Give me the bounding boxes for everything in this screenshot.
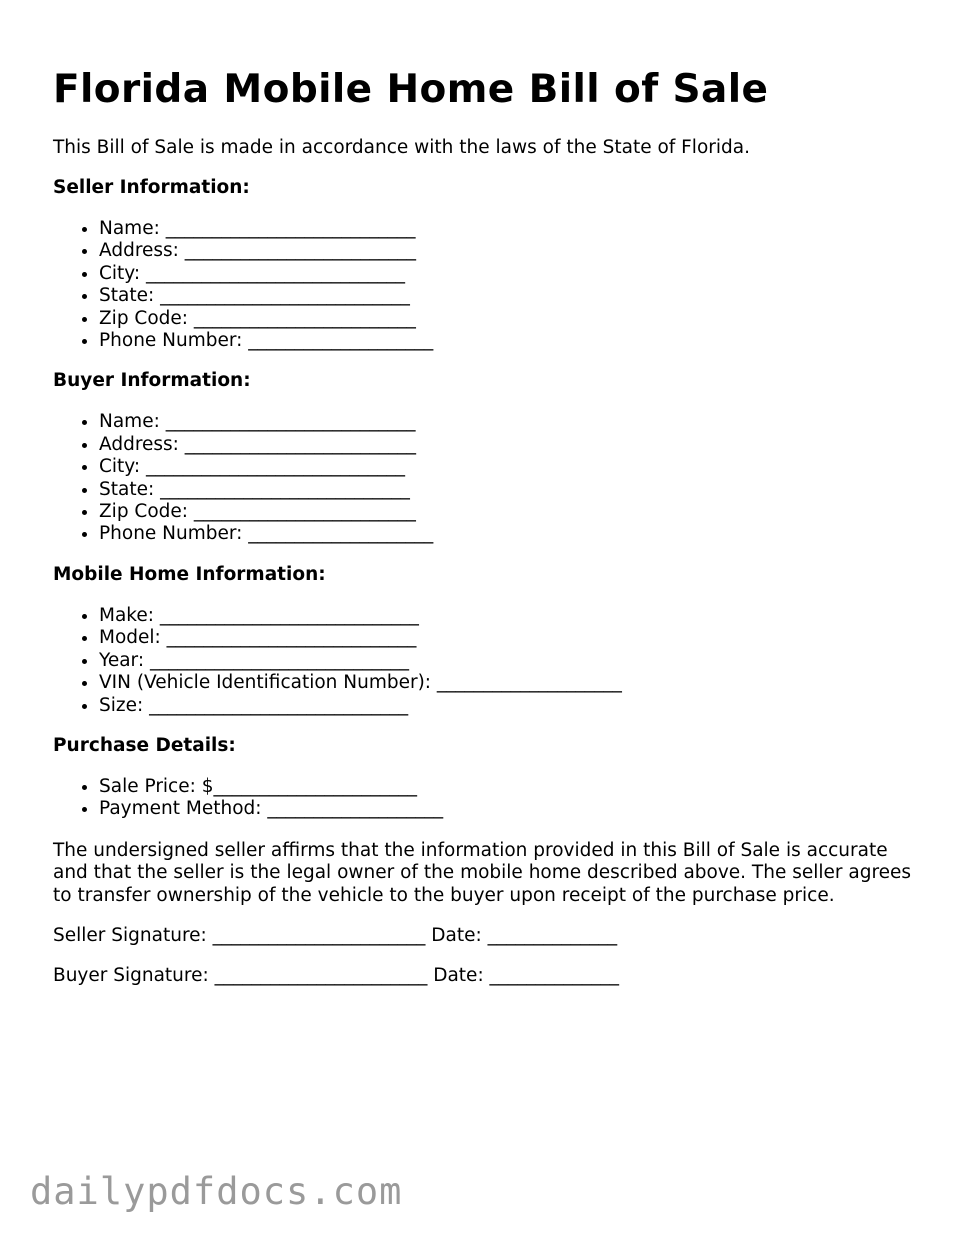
- buyer-signature-line: Buyer Signature: _______________________ Date: ______________: [53, 964, 620, 986]
- seller-list: [53, 218, 913, 352]
- home-year-field: • Year: ____________________________: [99, 650, 913, 672]
- buyer-address-field: • Address: _________________________: [99, 434, 913, 456]
- intro-paragraph: This Bill of Sale is made in accordance with the laws of the State of Florida.: [53, 137, 750, 158]
- sale-price-field: • Sale Price: $______________________: [99, 776, 913, 798]
- seller-zip-field: • Zip Code: ________________________: [99, 308, 913, 330]
- watermark: dailypdfdocs.com: [30, 1170, 403, 1213]
- seller-name-field: • Name: ___________________________: [99, 218, 913, 240]
- home-size-field: • Size: ____________________________: [99, 695, 913, 717]
- seller-city-field: • City: ____________________________: [99, 263, 913, 285]
- buyer-name-field: • Name: ___________________________: [99, 411, 913, 433]
- home-vin-field: • VIN (Vehicle Identification Number): ____________________: [99, 672, 913, 694]
- purchase-heading: Purchase Details:: [53, 734, 236, 756]
- document: [53, 62, 913, 987]
- home-heading: Mobile Home Information:: [53, 563, 326, 585]
- seller-signature-line: Seller Signature: _______________________ Date: ______________: [53, 924, 618, 946]
- buyer-state-field: • State: ___________________________: [99, 479, 913, 501]
- seller-phone-field: • Phone Number: ____________________: [99, 330, 913, 352]
- buyer-phone-field: • Phone Number: ____________________: [99, 523, 913, 545]
- affirmation-paragraph: The undersigned seller affirms that the information provided in this Bill of Sale is accurate and that the seller is the legal owner of the mobile home described above. The seller agrees to transfer ownership of the vehicle to the buyer upon receipt of the purchase price.: [53, 839, 912, 906]
- seller-state-field: • State: ___________________________: [99, 285, 913, 307]
- home-list: [53, 605, 913, 717]
- purchase-list: [53, 776, 913, 821]
- buyer-city-field: • City: ____________________________: [99, 456, 913, 478]
- buyer-zip-field: • Zip Code: ________________________: [99, 501, 913, 523]
- seller-address-field: • Address: _________________________: [99, 240, 913, 262]
- buyer-heading: Buyer Information:: [53, 370, 251, 392]
- home-model-field: • Model: ___________________________: [99, 627, 913, 649]
- page-title: Florida Mobile Home Bill of Sale: [53, 67, 769, 112]
- home-make-field: • Make: ____________________________: [99, 605, 913, 627]
- buyer-list: [53, 411, 913, 545]
- payment-method-field: • Payment Method: ___________________: [99, 798, 913, 820]
- seller-heading: Seller Information:: [53, 177, 250, 198]
